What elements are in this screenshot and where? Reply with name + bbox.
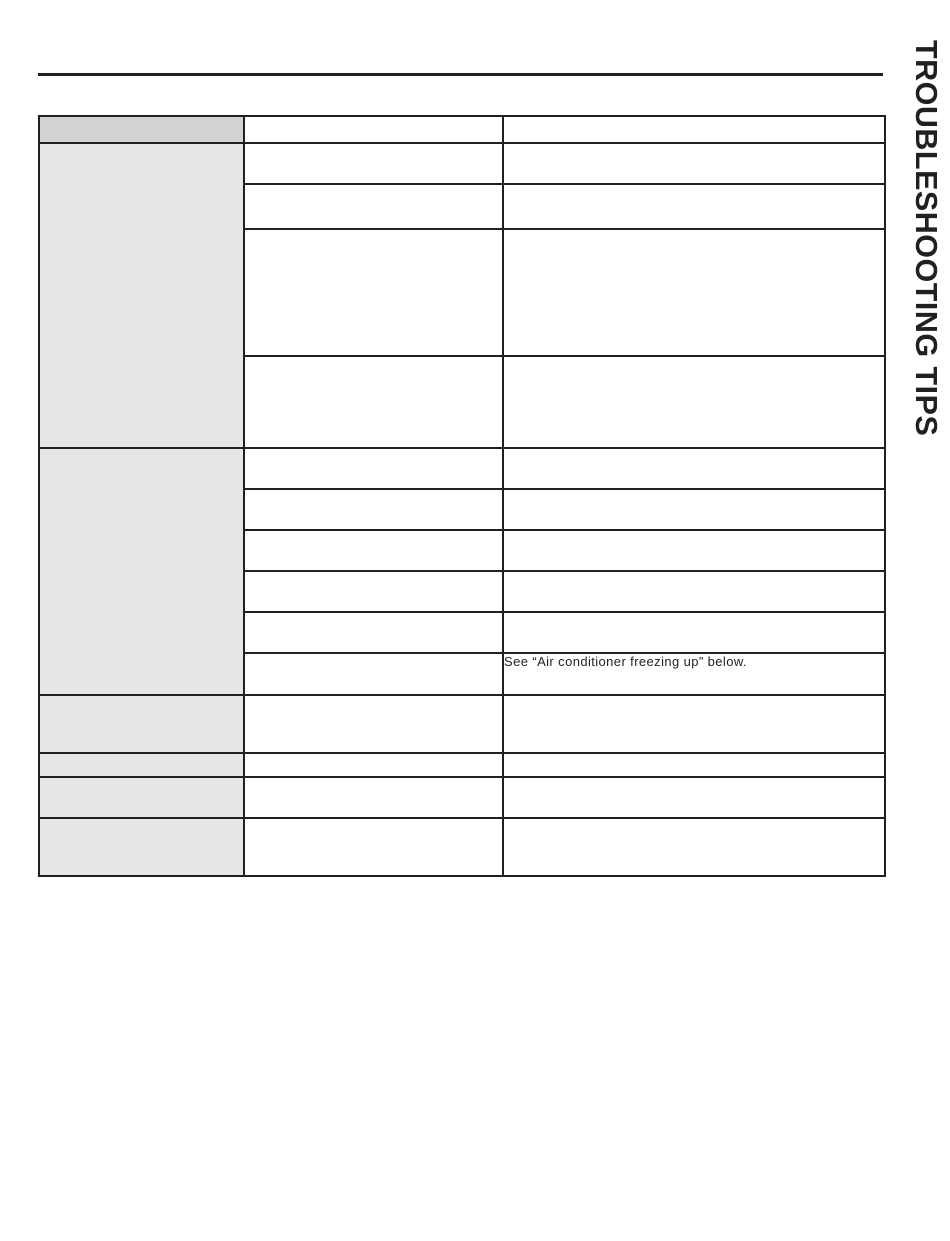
header-what-to-do: [503, 116, 885, 143]
table-row: [39, 448, 885, 489]
fix-cell: See “Air conditioner freezing up” below.: [503, 653, 885, 695]
fix-cell: [503, 229, 885, 356]
problem-cell: [39, 777, 244, 818]
fix-cell: [503, 695, 885, 753]
header-problem: [39, 116, 244, 143]
problem-cell: [39, 753, 244, 777]
side-title: [895, 40, 945, 470]
fix-cell: [503, 571, 885, 612]
fix-cell: [503, 356, 885, 448]
cause-cell: [244, 448, 503, 489]
cause-cell: [244, 489, 503, 530]
cause-cell: [244, 571, 503, 612]
problem-cell: [39, 818, 244, 876]
fix-cell: [503, 777, 885, 818]
cause-cell: [244, 653, 503, 695]
fix-cell: [503, 184, 885, 229]
cause-cell: [244, 612, 503, 653]
top-rule: [38, 73, 883, 76]
table-row: [39, 753, 885, 777]
table-row: [39, 818, 885, 876]
fix-cell: [503, 612, 885, 653]
fix-cell: [503, 530, 885, 571]
fix-cell: [503, 143, 885, 184]
cause-cell: [244, 777, 503, 818]
table-header-row: [39, 116, 885, 143]
cause-cell: [244, 753, 503, 777]
header-possible-causes: [244, 116, 503, 143]
fix-cell: [503, 489, 885, 530]
cause-cell: [244, 818, 503, 876]
cause-cell: [244, 143, 503, 184]
cause-cell: [244, 530, 503, 571]
problem-cell: [39, 448, 244, 695]
fix-cell: [503, 818, 885, 876]
problem-cell: [39, 143, 244, 448]
cause-cell: [244, 229, 503, 356]
fix-cell: [503, 448, 885, 489]
problem-cell: [39, 695, 244, 753]
fix-cell: [503, 753, 885, 777]
troubleshooting-table: [38, 115, 886, 877]
cause-cell: [244, 695, 503, 753]
table-row: [39, 143, 885, 184]
side-title-text: TROUBLESHOOTING TIPS: [909, 40, 943, 437]
cause-cell: [244, 184, 503, 229]
cause-cell: [244, 356, 503, 448]
table-row: [39, 695, 885, 753]
table-row: [39, 777, 885, 818]
